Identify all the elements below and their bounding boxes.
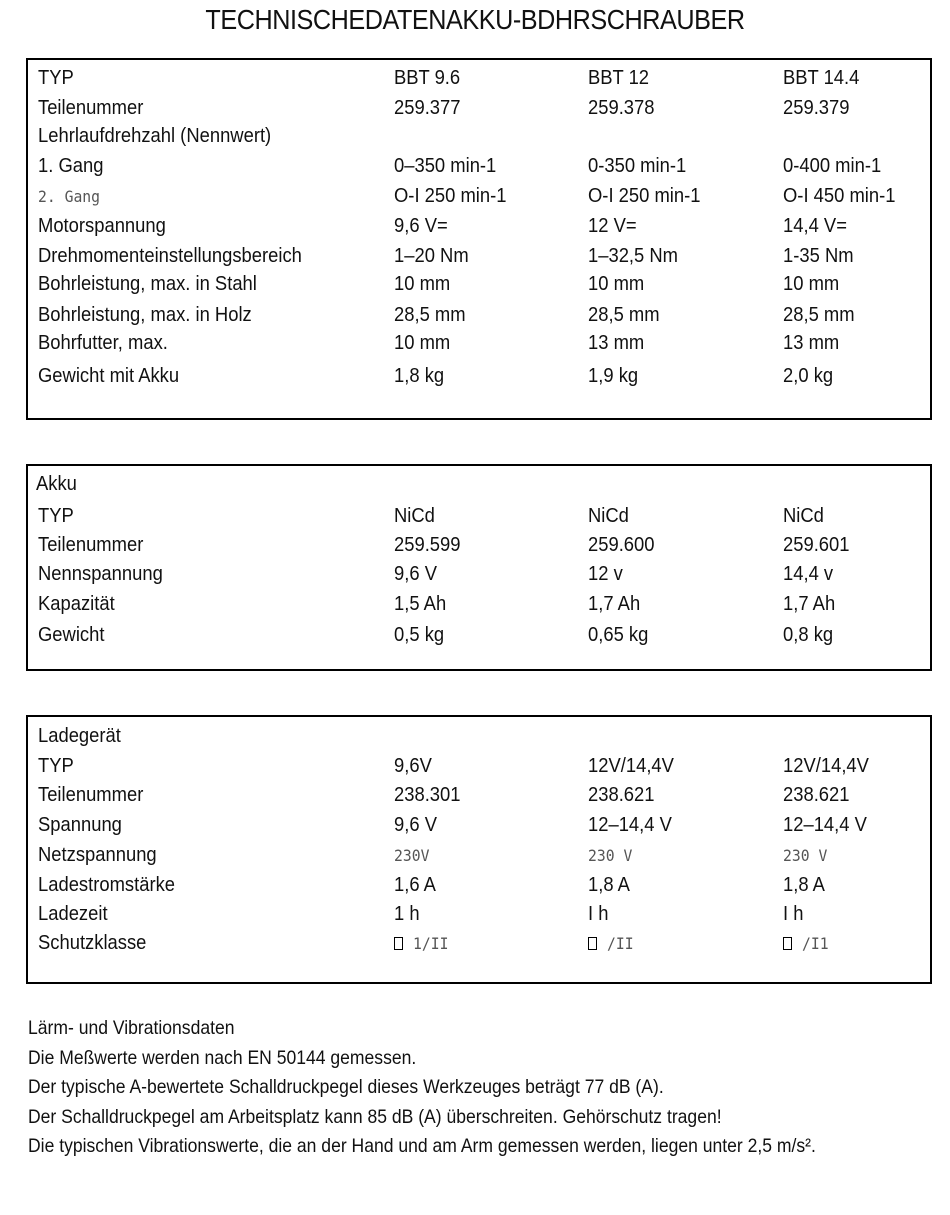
- value-col3: 1,7 Ah: [783, 593, 836, 615]
- row-label: Teilenummer: [38, 97, 144, 119]
- value-bbt96: 1,8 kg: [394, 365, 445, 387]
- row-label: TYP: [38, 67, 74, 89]
- value-col1: 259.599: [394, 534, 461, 556]
- row-label: Ladestromstärke: [38, 874, 176, 896]
- notes-line: Der typische A-bewertete Schalldruckpegel dieses Werkzeuges beträgt 77 dB (A).: [28, 1076, 664, 1098]
- value-col2: I h: [588, 903, 609, 925]
- notes-line: Die typischen Vibrationswerte, die an der Hand und am Arm gemessen werden, liegen unter 2,5 m/s².: [28, 1135, 816, 1157]
- row-label: 1. Gang: [38, 155, 104, 177]
- row-label: Netzspannung: [38, 844, 157, 866]
- value-col2: 0,65 kg: [588, 624, 649, 646]
- row-label: Drehmomenteinstellungsbereich: [38, 245, 302, 267]
- value-bbt96: O-I 250 min-1: [394, 185, 507, 207]
- value-bbt96: 259.377: [394, 97, 461, 119]
- value-bbt12: 10 mm: [588, 273, 645, 295]
- row-label: TYP: [38, 755, 74, 777]
- value-col2: 238.621: [588, 784, 655, 806]
- value-col1: 1/II: [413, 934, 449, 953]
- table-row: [28, 781, 930, 809]
- row-label: Schutzklasse: [38, 932, 147, 954]
- section-heading: Ladegerät: [38, 725, 121, 747]
- value-bbt144: 259.379: [783, 97, 850, 119]
- value-col2: 12V/14,4V: [588, 755, 674, 777]
- value-col1: 238.301: [394, 784, 461, 806]
- table-row: [28, 301, 930, 329]
- table-row: [28, 329, 930, 357]
- value-bbt12: 12 V=: [588, 215, 637, 237]
- row-label: Kapazität: [38, 593, 115, 615]
- value-col2: 230 V: [588, 846, 633, 865]
- value-col1: 1,6 A: [394, 874, 436, 896]
- value-bbt96: BBT 9.6: [394, 67, 461, 89]
- section-heading: Akku: [36, 473, 77, 495]
- value-col3: /I1: [802, 934, 829, 953]
- value-col3: 259.601: [783, 534, 850, 556]
- row-label: Gewicht: [38, 624, 105, 646]
- table-row: [28, 752, 930, 780]
- row-label: Spannung: [38, 814, 122, 836]
- table-row: [28, 590, 930, 618]
- notes-line: Der Schalldruckpegel am Arbeitsplatz kann 85 dB (A) überschreiten. Gehörschutz tragen!: [28, 1105, 722, 1128]
- value-col3: 12–14,4 V: [783, 814, 867, 836]
- value-bbt144: 2,0 kg: [783, 365, 834, 387]
- value-col2: 12–14,4 V: [588, 814, 672, 836]
- row-label: Bohrleistung, max. in Stahl: [38, 273, 257, 295]
- table-row: [28, 502, 930, 530]
- noise-vibration-notes: [28, 1014, 928, 1162]
- value-col1: NiCd: [394, 505, 435, 527]
- battery-table: [26, 464, 932, 671]
- value-col3: 238.621: [783, 784, 850, 806]
- table-row: [28, 929, 930, 957]
- value-bbt144: O-I 450 min-1: [783, 185, 896, 207]
- value-col2: 1,8 A: [588, 874, 630, 896]
- value-col1: 9,6 V: [394, 563, 437, 585]
- row-label: Bohrleistung, max. in Holz: [38, 304, 252, 326]
- protection-class-square-icon: [588, 937, 597, 950]
- section-heading-row: [28, 470, 930, 498]
- value-bbt96: 1–20 Nm: [394, 245, 469, 267]
- table-row: [28, 122, 930, 150]
- row-label: Teilenummer: [38, 534, 144, 556]
- table-row: [28, 621, 930, 649]
- value-col3: I h: [783, 903, 804, 925]
- value-col2: /II: [607, 934, 634, 953]
- value-col3: 12V/14,4V: [783, 755, 869, 777]
- value-bbt12: 259.378: [588, 97, 655, 119]
- value-bbt12: O-I 250 min-1: [588, 185, 701, 207]
- row-label: Gewicht mit Akku: [38, 365, 180, 387]
- row-label: 2. Gang: [38, 187, 101, 206]
- table-row: [28, 64, 930, 92]
- value-bbt12: 1,9 kg: [588, 365, 639, 387]
- value-col3: 230 V: [783, 846, 828, 865]
- table-row: [28, 362, 930, 390]
- value-bbt144: 28,5 mm: [783, 304, 855, 326]
- row-label: Lehrlaufdrehzahl (Nennwert): [38, 125, 272, 147]
- value-col2: 1,7 Ah: [588, 593, 641, 615]
- value-col1: 9,6V: [394, 755, 432, 777]
- page-title: TECHNISCHEDATENAKKU-BDHRSCHRAUBER: [205, 4, 745, 35]
- value-col1: 1 h: [394, 903, 420, 925]
- value-col3: 1,8 A: [783, 874, 825, 896]
- section-heading-row: [28, 722, 930, 750]
- value-col1: 9,6 V: [394, 814, 437, 836]
- value-bbt144: 0-400 min-1: [783, 155, 882, 177]
- table-row: [28, 94, 930, 122]
- value-bbt144: 14,4 V=: [783, 215, 847, 237]
- table-row: [28, 560, 930, 588]
- notes-line: Die Meßwerte werden nach EN 50144 gemessen.: [28, 1046, 417, 1069]
- value-bbt12: 0-350 min-1: [588, 155, 687, 177]
- value-bbt96: 10 mm: [394, 273, 451, 295]
- value-col3: 0,8 kg: [783, 624, 834, 646]
- row-label: Bohrfutter, max.: [38, 332, 168, 354]
- value-col1: 0,5 kg: [394, 624, 445, 646]
- value-bbt144: 13 mm: [783, 332, 840, 354]
- value-col1: 1,5 Ah: [394, 593, 447, 615]
- table-row: [28, 871, 930, 899]
- value-col2: 12 v: [588, 563, 623, 585]
- value-bbt12: 28,5 mm: [588, 304, 660, 326]
- value-bbt96: 28,5 mm: [394, 304, 466, 326]
- table-row: [28, 841, 930, 869]
- table-row: [28, 531, 930, 559]
- row-label: TYP: [38, 505, 74, 527]
- value-bbt96: 10 mm: [394, 332, 451, 354]
- table-row: [28, 242, 930, 270]
- table-row: [28, 270, 930, 298]
- table-row: [28, 900, 930, 928]
- protection-class-square-icon: [394, 937, 403, 950]
- charger-table: [26, 715, 932, 984]
- value-bbt144: 1-35 Nm: [783, 245, 854, 267]
- row-label: Ladezeit: [38, 903, 108, 925]
- row-label: Motorspannung: [38, 215, 166, 237]
- value-bbt96: 9,6 V=: [394, 215, 448, 237]
- technical-data-table: [26, 58, 932, 420]
- table-row: [28, 811, 930, 839]
- row-label: Teilenummer: [38, 784, 144, 806]
- notes-heading: Lärm- und Vibrationsdaten: [28, 1017, 235, 1039]
- value-bbt96: 0–350 min-1: [394, 155, 497, 177]
- table-row: [28, 182, 930, 210]
- value-bbt12: 1–32,5 Nm: [588, 245, 679, 267]
- table-row: [28, 212, 930, 240]
- value-col3: 14,4 v: [783, 563, 834, 585]
- value-col2: NiCd: [588, 505, 629, 527]
- value-col2: 259.600: [588, 534, 655, 556]
- value-bbt12: BBT 12: [588, 67, 650, 89]
- value-bbt144: BBT 14.4: [783, 67, 860, 89]
- protection-class-square-icon: [783, 937, 792, 950]
- table-row: [28, 152, 930, 180]
- row-label: Nennspannung: [38, 563, 163, 585]
- value-col1: 230V: [394, 846, 430, 865]
- value-bbt12: 13 mm: [588, 332, 645, 354]
- value-col3: NiCd: [783, 505, 824, 527]
- value-bbt144: 10 mm: [783, 273, 840, 295]
